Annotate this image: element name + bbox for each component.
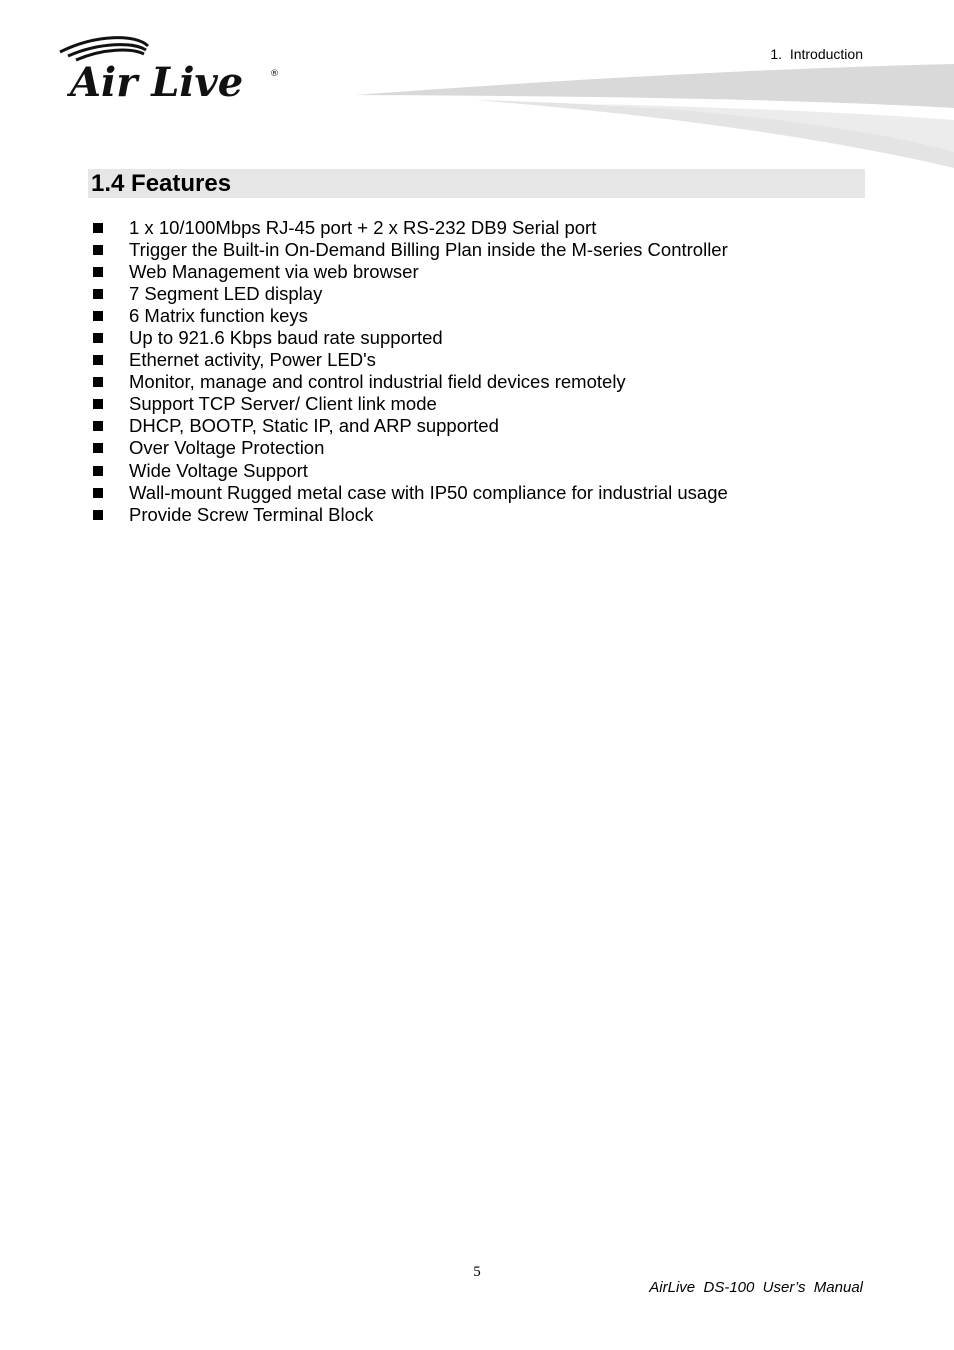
list-item xyxy=(88,482,728,504)
feature-text: Wide Voltage Support xyxy=(129,459,308,481)
list-item xyxy=(88,305,728,327)
header-swoosh-graphic xyxy=(355,60,954,175)
feature-text: Support TCP Server/ Client link mode xyxy=(129,393,437,415)
feature-text: Web Management via web browser xyxy=(129,261,419,283)
feature-text: Trigger the Built-in On-Demand Billing Plan inside the M-series Controller xyxy=(129,239,728,261)
square-bullet-icon xyxy=(93,267,103,277)
svg-text:Air Live: Air Live xyxy=(70,59,244,102)
feature-text: Ethernet activity, Power LED's xyxy=(129,349,376,371)
page-number: 5 xyxy=(473,1264,481,1280)
square-bullet-icon xyxy=(93,377,103,387)
feature-text: Monitor, manage and control industrial field devices remotely xyxy=(129,371,626,393)
manual-title: AirLive DS-100 User’s Manual xyxy=(649,1279,863,1296)
list-item xyxy=(88,283,728,305)
feature-text: Up to 921.6 Kbps baud rate supported xyxy=(129,327,443,349)
features-list xyxy=(88,217,728,526)
feature-text: Wall-mount Rugged metal case with IP50 compliance for industrial usage xyxy=(129,481,728,503)
list-item xyxy=(88,393,728,415)
list-item xyxy=(88,437,728,459)
square-bullet-icon xyxy=(93,355,103,365)
feature-text: Provide Screw Terminal Block xyxy=(129,503,374,525)
section-heading-bar xyxy=(88,169,865,198)
square-bullet-icon xyxy=(93,223,103,233)
list-item xyxy=(88,239,728,261)
section-title: 1.4 Features xyxy=(91,170,232,197)
feature-text: 6 Matrix function keys xyxy=(129,305,308,327)
square-bullet-icon xyxy=(93,466,103,476)
square-bullet-icon xyxy=(93,245,103,255)
square-bullet-icon xyxy=(93,333,103,343)
feature-text: DHCP, BOOTP, Static IP, and ARP supported xyxy=(129,415,499,437)
square-bullet-icon xyxy=(93,289,103,299)
square-bullet-icon xyxy=(93,311,103,321)
list-item xyxy=(88,415,728,437)
chapter-label: 1. Introduction xyxy=(770,46,863,62)
square-bullet-icon xyxy=(93,488,103,498)
list-item xyxy=(88,327,728,349)
feature-text: 1 x 10/100Mbps RJ-45 port + 2 x RS-232 DB9 Serial port xyxy=(129,217,597,238)
list-item xyxy=(88,217,728,239)
square-bullet-icon xyxy=(93,421,103,431)
list-item xyxy=(88,460,728,482)
square-bullet-icon xyxy=(93,510,103,520)
list-item xyxy=(88,261,728,283)
list-item xyxy=(88,371,728,393)
list-item xyxy=(88,349,728,371)
svg-text:®: ® xyxy=(270,69,279,79)
list-item xyxy=(88,504,728,526)
airlive-logo xyxy=(56,36,286,102)
square-bullet-icon xyxy=(93,399,103,409)
feature-text: Over Voltage Protection xyxy=(129,437,325,459)
square-bullet-icon xyxy=(93,443,103,453)
feature-text: 7 Segment LED display xyxy=(129,283,323,305)
